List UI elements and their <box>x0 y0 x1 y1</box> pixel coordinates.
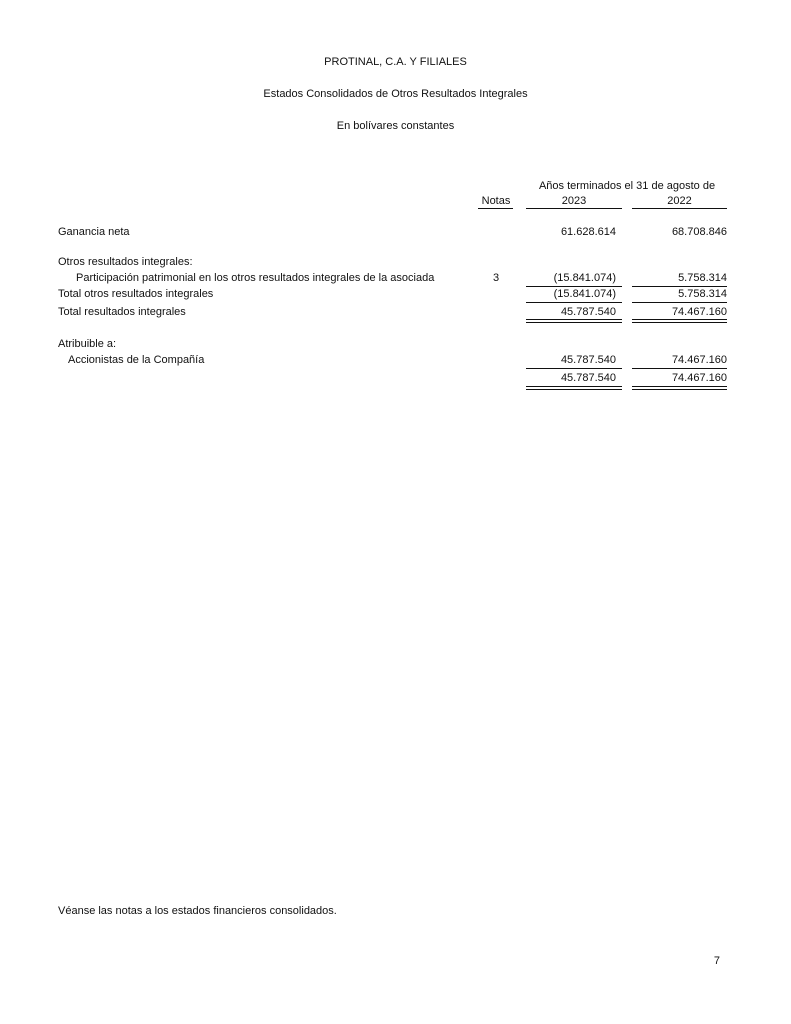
year-2023-underline <box>526 208 622 209</box>
footer-note: Véanse las notas a los estados financieros consolidados. <box>58 905 337 917</box>
shareholders-2022-underline <box>632 368 727 369</box>
total-oci-2023-underline <box>526 302 622 303</box>
shareholders-2023-underline <box>526 368 622 369</box>
total-ci-label: Total resultados integrales <box>58 306 186 318</box>
total-ci-2023: 45.787.540 <box>560 306 616 318</box>
net-income-2022: 68.708.846 <box>671 226 727 238</box>
statement-title: Estados Consolidados de Otros Resultados Integrales <box>263 88 528 100</box>
total-oci-label: Total otros resultados integrales <box>58 288 214 300</box>
total-ci-2022-double-underline <box>632 319 727 323</box>
shareholders-2023: 45.787.540 <box>560 354 616 366</box>
attributable-total-2022-double-underline <box>632 386 727 390</box>
year-2022-header: 2022 <box>667 195 692 207</box>
period-header: Años terminados el 31 de agosto de <box>538 180 716 192</box>
total-ci-2023-double-underline <box>526 319 622 323</box>
total-oci-2022-underline <box>632 302 727 303</box>
net-income-label: Ganancia neta <box>58 226 130 238</box>
oci-share-2023-underline <box>526 286 622 287</box>
net-income-2023: 61.628.614 <box>560 226 616 238</box>
year-2023-header: 2023 <box>561 195 587 207</box>
company-name: PROTINAL, C.A. Y FILIALES <box>324 56 467 68</box>
total-oci-2023: (15.841.074) <box>553 288 616 300</box>
notes-underline <box>478 208 513 209</box>
total-ci-2022: 74.467.160 <box>671 306 727 318</box>
total-oci-2022: 5.758.314 <box>678 288 727 300</box>
page-number: 7 <box>713 955 720 967</box>
notes-header: Notas <box>481 195 511 207</box>
oci-share-note: 3 <box>492 272 500 284</box>
oci-header: Otros resultados integrales: <box>58 256 193 268</box>
oci-share-label: Participación patrimonial en los otros resultados integrales de la asociada <box>76 272 435 284</box>
year-2022-underline <box>632 208 727 209</box>
oci-share-2022: 5.758.314 <box>678 272 727 284</box>
attributable-total-2023-double-underline <box>526 386 622 390</box>
oci-share-2022-underline <box>632 286 727 287</box>
currency-subtitle: En bolívares constantes <box>336 120 455 132</box>
attributable-total-2023: 45.787.540 <box>560 372 616 384</box>
oci-share-2023: (15.841.074) <box>553 272 616 284</box>
shareholders-label: Accionistas de la Compañía <box>68 354 205 366</box>
attributable-header: Atribuible a: <box>58 338 117 350</box>
attributable-total-2022: 74.467.160 <box>671 372 727 384</box>
shareholders-2022: 74.467.160 <box>671 354 727 366</box>
